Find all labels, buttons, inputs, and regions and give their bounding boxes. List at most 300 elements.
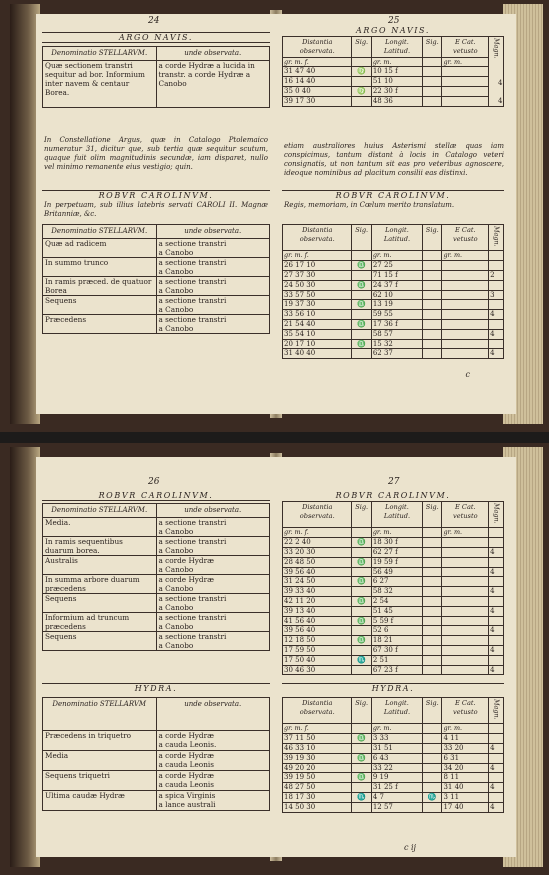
- magnitude-value: [489, 596, 504, 606]
- magnitude-value: 3: [489, 290, 504, 300]
- table-row: [283, 557, 504, 567]
- distance-cell: 39 56 40: [283, 567, 352, 577]
- longitude-header: Longit. Latitud.: [371, 502, 422, 528]
- table-row: [283, 567, 504, 577]
- signature-mark: c ij: [403, 843, 416, 852]
- longitude-cell: 59 55: [371, 310, 422, 320]
- sign-header: Sig.: [423, 37, 442, 58]
- longitude-cell: 10 15 f: [371, 67, 422, 77]
- observed-from: a corde Hydræ a cauda Leonis: [156, 771, 270, 791]
- table-row: [43, 575, 270, 594]
- longitude-cell: 9 19: [371, 773, 422, 783]
- observed-from: a sectione transtri a Canobo: [156, 277, 270, 296]
- constellation-title: ROBVR CAROLINVM.: [42, 190, 270, 200]
- distance-cell: 24 50 30: [283, 280, 352, 290]
- table-row: [43, 791, 270, 811]
- catalog-header: E Cat. vetusto: [442, 37, 489, 58]
- distance-cell: 33 57 50: [283, 290, 352, 300]
- longitude-cell: 12 57: [371, 802, 422, 812]
- obs-header: unde observata.: [156, 225, 270, 239]
- zodiac-sign: [352, 665, 371, 675]
- star-name: Sequens triquetri: [43, 771, 157, 791]
- page-25: [276, 14, 516, 414]
- zodiac-sign: ♍: [352, 67, 371, 77]
- table-row: [43, 594, 270, 613]
- longitude-cell: 24 37 f: [371, 280, 422, 290]
- observed-from: a corde Hydræ a Canobo: [156, 556, 270, 575]
- zodiac-sign: [352, 349, 371, 359]
- magnitude-value: 4: [489, 349, 504, 359]
- constellation-title: ARGO NAVIS.: [42, 32, 270, 43]
- table-row: [283, 753, 504, 763]
- table-row: [283, 261, 504, 271]
- longitude-cell: 58 32: [371, 587, 422, 597]
- distance-cell: 14 50 30: [283, 802, 352, 812]
- magnitude-header: Magn.: [492, 226, 501, 247]
- catalog-header: E Cat. vetusto: [442, 502, 489, 528]
- longitude-cell: 17 36 f: [371, 319, 422, 329]
- table-row: [283, 77, 504, 87]
- book-spread-bottom: [0, 443, 549, 875]
- observed-from: a sectione transtri a Canobo: [156, 594, 270, 613]
- zodiac-sign: ♎: [352, 577, 371, 587]
- table-row: [283, 802, 504, 812]
- zodiac-sign: [352, 96, 371, 106]
- table-row: [283, 577, 504, 587]
- constellation-title: ROBVR CAROLINVM.: [282, 190, 504, 200]
- zodiac-sign: ♎: [352, 636, 371, 646]
- zodiac-sign: [352, 606, 371, 616]
- table-row: [43, 277, 270, 296]
- zodiac-sign: [352, 763, 371, 773]
- distance-header: Distantia observata.: [283, 502, 352, 528]
- zodiac-sign: [352, 802, 371, 812]
- star-name: In summa arbore duarum præcedens: [43, 575, 157, 594]
- table-row: [43, 61, 270, 108]
- distance-cell: 26 17 10: [283, 261, 352, 271]
- longitude-cell: 19 59 f: [371, 557, 422, 567]
- table-row: [283, 270, 504, 280]
- constellation-title: HYDRA.: [282, 683, 504, 693]
- star-name: Sequens: [43, 296, 157, 315]
- coordinates-table: [282, 224, 504, 359]
- constellation-title: ROBVR CAROLINVM.: [335, 491, 451, 500]
- distance-cell: 17 50 40: [283, 655, 352, 665]
- distance-cell: 41 56 40: [283, 616, 352, 626]
- distance-cell: 19 37 30: [283, 300, 352, 310]
- magnitude-column: [498, 74, 502, 110]
- sign-header: Sig.: [352, 698, 371, 724]
- name-header: Denominatio STELLARVM: [43, 698, 157, 731]
- magnitude-value: [489, 577, 504, 587]
- longitude-cell: 51 45: [371, 606, 422, 616]
- names-table: [42, 46, 270, 108]
- star-name: Informium ad truncum præcedens: [43, 613, 157, 632]
- names-table: [42, 224, 270, 334]
- longitude-cell: 33 22: [371, 763, 422, 773]
- page-26: [36, 457, 276, 857]
- catalog-cell: 33 20: [442, 743, 489, 753]
- magnitude-value: [489, 655, 504, 665]
- observed-from: a corde Hydræ a Canobo: [156, 575, 270, 594]
- table-row: [43, 751, 270, 771]
- zodiac-sign: [352, 77, 371, 87]
- distance-units: gr. m. f.: [283, 528, 352, 538]
- distance-cell: 39 19 50: [283, 773, 352, 783]
- catalog-cell: 31 40: [442, 783, 489, 793]
- signature-mark: c: [465, 370, 470, 379]
- catalog-cell: 34 20: [442, 763, 489, 773]
- zodiac-sign: ♎: [352, 616, 371, 626]
- zodiac-sign: [352, 645, 371, 655]
- distance-cell: 12 18 50: [283, 636, 352, 646]
- table-row: [283, 96, 504, 106]
- table-row: [43, 518, 270, 537]
- distance-cell: 16 14 40: [283, 77, 352, 87]
- magnitude-header: Magn.: [492, 38, 501, 59]
- star-name: Quæ sectionem transtri sequitur ad bor. Informium inter navem & centaur Borea.: [43, 61, 157, 108]
- table-row: [283, 319, 504, 329]
- distance-cell: 35 54 10: [283, 329, 352, 339]
- name-header: Denominatio STELLARVM.: [43, 504, 157, 518]
- magnitude-value: [489, 636, 504, 646]
- star-name: Sequens: [43, 632, 157, 651]
- zodiac-sign: ♎: [352, 300, 371, 310]
- zodiac-sign: ♎: [352, 596, 371, 606]
- table-row: [283, 665, 504, 675]
- table-row: [43, 537, 270, 556]
- magnitude-value: 4: [489, 802, 504, 812]
- observed-from: a corde Hydræ a cauda Leonis.: [156, 731, 270, 751]
- observed-from: a corde Hydræ a lucida in transtr. a corde Hydræ a Canobo: [156, 61, 270, 108]
- magnitude-header: Magn.: [492, 503, 501, 524]
- longitude-cell: 67 23 f: [371, 665, 422, 675]
- zodiac-sign: ♎: [352, 753, 371, 763]
- zodiac-sign: ♎: [352, 319, 371, 329]
- observed-from: a sectione transtri a Canobo: [156, 537, 270, 556]
- distance-cell: 28 48 50: [283, 557, 352, 567]
- distance-cell: 22 2 40: [283, 538, 352, 548]
- name-header: Denominatio STELLARVM.: [43, 47, 157, 61]
- longitude-units: gr. m.: [371, 57, 422, 67]
- sign-header: Sig.: [423, 502, 442, 528]
- distance-cell: 31 40 40: [283, 349, 352, 359]
- catalog-cell: 3 11: [442, 792, 489, 802]
- star-name: Sequens: [43, 594, 157, 613]
- table-row: [283, 290, 504, 300]
- page-24: [36, 14, 276, 414]
- distance-units: gr. m. f.: [283, 724, 352, 734]
- coordinates-table: [282, 36, 504, 107]
- magnitude-value: 4: [498, 97, 503, 105]
- distance-cell: 17 59 50: [283, 645, 352, 655]
- zodiac-sign: ♎: [352, 557, 371, 567]
- magnitude-value: 4: [489, 567, 504, 577]
- longitude-cell: 62 27 f: [371, 547, 422, 557]
- magnitude-value: 4: [489, 763, 504, 773]
- longitude-cell: 2 54: [371, 596, 422, 606]
- magnitude-value: [489, 339, 504, 349]
- longitude-cell: 27 25: [371, 261, 422, 271]
- distance-cell: 27 37 30: [283, 270, 352, 280]
- table-row: [283, 329, 504, 339]
- zodiac-sign: [352, 626, 371, 636]
- table-row: [283, 339, 504, 349]
- name-header: Denominatio STELLARVM.: [43, 225, 157, 239]
- zodiac-sign: ♎: [352, 773, 371, 783]
- obs-header: unde observata.: [156, 698, 270, 731]
- magnitude-value: 4: [489, 587, 504, 597]
- distance-cell: 31 47 40: [283, 67, 352, 77]
- catalog-header: E Cat. vetusto: [442, 698, 489, 724]
- magnitude-value: 4: [489, 310, 504, 320]
- catalog-units: gr. m.: [442, 57, 489, 67]
- dedication: Regis, memoriam, in Cœlum merito translatum.: [284, 201, 455, 209]
- catalog-header: E Cat. vetusto: [442, 225, 489, 251]
- zodiac-sign: ♏: [423, 792, 442, 802]
- longitude-cell: 58 57: [371, 329, 422, 339]
- table-row: [283, 280, 504, 290]
- distance-cell: 42 11 20: [283, 596, 352, 606]
- table-row: [43, 315, 270, 334]
- observed-from: a spica Virginis a lance australi: [156, 791, 270, 811]
- table-row: [43, 731, 270, 751]
- catalog-units: gr. m.: [442, 724, 489, 734]
- table-row: [283, 773, 504, 783]
- zodiac-sign: [352, 743, 371, 753]
- longitude-cell: 2 51: [371, 655, 422, 665]
- sign-header: Sig.: [352, 37, 371, 58]
- catalog-cell: 6 31: [442, 753, 489, 763]
- distance-cell: 33 20 30: [283, 547, 352, 557]
- distance-cell: 39 13 40: [283, 606, 352, 616]
- zodiac-sign: ♎: [352, 261, 371, 271]
- longitude-header: Longit. Latitud.: [371, 225, 422, 251]
- magnitude-value: [489, 538, 504, 548]
- table-row: [283, 587, 504, 597]
- longitude-cell: 13 19: [371, 300, 422, 310]
- table-row: [283, 792, 504, 802]
- obs-header: unde observata.: [156, 504, 270, 518]
- constellation-title: ROBVR CAROLINVM.: [42, 491, 270, 501]
- sign-header: Sig.: [352, 225, 371, 251]
- observed-from: a sectione transtri a Canobo: [156, 632, 270, 651]
- book-spread-top: [0, 0, 549, 432]
- catalog-units: gr. m.: [442, 251, 489, 261]
- star-name: Quæ ad radicem: [43, 239, 157, 258]
- zodiac-sign: ♎: [352, 280, 371, 290]
- names-table: [42, 503, 270, 651]
- page-number: 27: [388, 477, 400, 487]
- page-number: 25: [388, 16, 400, 26]
- zodiac-sign: ♎: [352, 538, 371, 548]
- magnitude-header: Magn.: [492, 699, 501, 720]
- star-name: In ramis præced. de quatuor Borea: [43, 277, 157, 296]
- table-row: [283, 763, 504, 773]
- longitude-units: gr. m.: [371, 251, 422, 261]
- longitude-cell: 31 51: [371, 743, 422, 753]
- table-row: [283, 300, 504, 310]
- distance-header: Distantia observata.: [283, 698, 352, 724]
- catalog-cell: 4 11: [442, 734, 489, 744]
- zodiac-sign: ♎: [352, 339, 371, 349]
- star-name: Præcedens: [43, 315, 157, 334]
- table-row: [43, 239, 270, 258]
- observed-from: a corde Hydræ a cauda Leonis: [156, 751, 270, 771]
- sign-header: Sig.: [423, 225, 442, 251]
- distance-cell: 39 19 30: [283, 753, 352, 763]
- table-row: [43, 632, 270, 651]
- magnitude-value: 4: [489, 743, 504, 753]
- table-row: [283, 734, 504, 744]
- star-name: Australis: [43, 556, 157, 575]
- star-name: Media: [43, 751, 157, 771]
- distance-units: gr. m. f.: [283, 251, 352, 261]
- zodiac-sign: [352, 270, 371, 280]
- distance-header: Distantia observata.: [283, 225, 352, 251]
- longitude-units: gr. m.: [371, 528, 422, 538]
- magnitude-value: 4: [489, 645, 504, 655]
- table-row: [283, 86, 504, 96]
- star-name: Media.: [43, 518, 157, 537]
- table-row: [283, 547, 504, 557]
- observed-from: a sectione transtri a Canobo: [156, 296, 270, 315]
- observed-from: a sectione transtri a Canobo: [156, 613, 270, 632]
- longitude-cell: 48 36: [371, 96, 422, 106]
- distance-header: Distantia observata.: [283, 37, 352, 58]
- distance-cell: 21 54 40: [283, 319, 352, 329]
- longitude-cell: 18 30 f: [371, 538, 422, 548]
- observed-from: a sectione transtri a Canobo: [156, 258, 270, 277]
- longitude-cell: 4 7: [371, 792, 422, 802]
- observed-from: a sectione transtri a Canobo: [156, 315, 270, 334]
- distance-cell: 37 11 50: [283, 734, 352, 744]
- paragraph: In Constellatione Argus, quæ in Catalogo Ptolemaico numeratur 31, dicitur que, sub tertia quæ sequitur scutum, quaque fuit olim magnitudinis secundæ, iam disparet, nullo vel minimo remanente eius vestigio; quin.: [44, 136, 268, 171]
- longitude-cell: 71 15 f: [371, 270, 422, 280]
- observed-from: a sectione transtri a Canobo: [156, 239, 270, 258]
- page-number: 24: [148, 16, 160, 26]
- longitude-cell: 51 10: [371, 77, 422, 87]
- sign-header: Sig.: [423, 698, 442, 724]
- longitude-cell: 18 21: [371, 636, 422, 646]
- magnitude-value: [489, 792, 504, 802]
- catalog-cell: 8 11: [442, 773, 489, 783]
- magnitude-value: [489, 734, 504, 744]
- longitude-cell: 52 6: [371, 626, 422, 636]
- longitude-cell: 62 37: [371, 349, 422, 359]
- zodiac-sign: [352, 567, 371, 577]
- table-row: [283, 310, 504, 320]
- sign-header: Sig.: [352, 502, 371, 528]
- magnitude-value: [489, 616, 504, 626]
- star-name: Ultima caudæ Hydræ: [43, 791, 157, 811]
- table-row: [283, 743, 504, 753]
- zodiac-sign: ♏: [352, 655, 371, 665]
- zodiac-sign: ♏: [352, 792, 371, 802]
- names-table: [42, 697, 270, 811]
- magnitude-value: [489, 300, 504, 310]
- longitude-units: gr. m.: [371, 724, 422, 734]
- distance-cell: 35 0 40: [283, 86, 352, 96]
- distance-cell: 18 17 30: [283, 792, 352, 802]
- magnitude-value: 4: [489, 606, 504, 616]
- zodiac-sign: ♍: [352, 86, 371, 96]
- magnitude-value: [489, 557, 504, 567]
- coordinates-table: [282, 697, 504, 813]
- longitude-cell: 6 43: [371, 753, 422, 763]
- distance-cell: 20 17 10: [283, 339, 352, 349]
- paragraph: etiam australiores huius Asterismi stellæ quas iam conspicimus, tantum distant à locis in Catalogo veteri consignatis, ut non tantum sit eas pro veteribus agnoscere, ideoque nominibus ad placitum consilii eas distinxi.: [284, 142, 504, 177]
- zodiac-sign: [352, 587, 371, 597]
- magnitude-value: [489, 319, 504, 329]
- table-row: [43, 613, 270, 632]
- longitude-cell: 62 10: [371, 290, 422, 300]
- constellation-title: ARGO NAVIS.: [356, 26, 430, 35]
- magnitude-value: [489, 753, 504, 763]
- longitude-cell: 3 33: [371, 734, 422, 744]
- distance-units: gr. m. f.: [283, 57, 352, 67]
- table-row: [283, 645, 504, 655]
- star-name: In ramis sequentibus duarum borea.: [43, 537, 157, 556]
- table-row: [43, 296, 270, 315]
- table-row: [43, 258, 270, 277]
- constellation-title: HYDRA.: [42, 683, 270, 693]
- catalog-units: gr. m.: [442, 528, 489, 538]
- table-row: [43, 771, 270, 791]
- table-row: [283, 783, 504, 793]
- longitude-cell: 5 59 f: [371, 616, 422, 626]
- table-row: [283, 606, 504, 616]
- table-row: [283, 596, 504, 606]
- longitude-cell: 15 32: [371, 339, 422, 349]
- observed-from: a sectione transtri a Canobo: [156, 518, 270, 537]
- distance-cell: 39 56 40: [283, 626, 352, 636]
- magnitude-value: 4: [489, 547, 504, 557]
- catalog-cell: 17 40: [442, 802, 489, 812]
- zodiac-sign: [352, 547, 371, 557]
- distance-cell: 49 20 20: [283, 763, 352, 773]
- distance-cell: 39 17 30: [283, 96, 352, 106]
- longitude-cell: 67 30 f: [371, 645, 422, 655]
- table-row: [283, 626, 504, 636]
- distance-cell: 48 27 50: [283, 783, 352, 793]
- longitude-cell: 31 25 f: [371, 783, 422, 793]
- longitude-cell: 22 30 f: [371, 86, 422, 96]
- longitude-header: Longit. Latitud.: [371, 37, 422, 58]
- zodiac-sign: [352, 783, 371, 793]
- longitude-header: Longit. Latitud.: [371, 698, 422, 724]
- distance-cell: 30 46 30: [283, 665, 352, 675]
- magnitude-value: 2: [489, 270, 504, 280]
- magnitude-value: 4: [498, 79, 503, 87]
- longitude-cell: 56 49: [371, 567, 422, 577]
- obs-header: unde observata.: [156, 47, 270, 61]
- table-row: [43, 556, 270, 575]
- zodiac-sign: [352, 290, 371, 300]
- coordinates-table: [282, 501, 504, 675]
- table-row: [283, 67, 504, 77]
- page-27: [276, 457, 516, 857]
- table-row: [283, 616, 504, 626]
- longitude-cell: 6 27: [371, 577, 422, 587]
- page-number: 26: [148, 477, 160, 487]
- magnitude-value: [489, 280, 504, 290]
- zodiac-sign: [352, 329, 371, 339]
- distance-cell: 39 33 40: [283, 587, 352, 597]
- distance-cell: 33 56 10: [283, 310, 352, 320]
- distance-cell: 31 24 50: [283, 577, 352, 587]
- table-row: [283, 349, 504, 359]
